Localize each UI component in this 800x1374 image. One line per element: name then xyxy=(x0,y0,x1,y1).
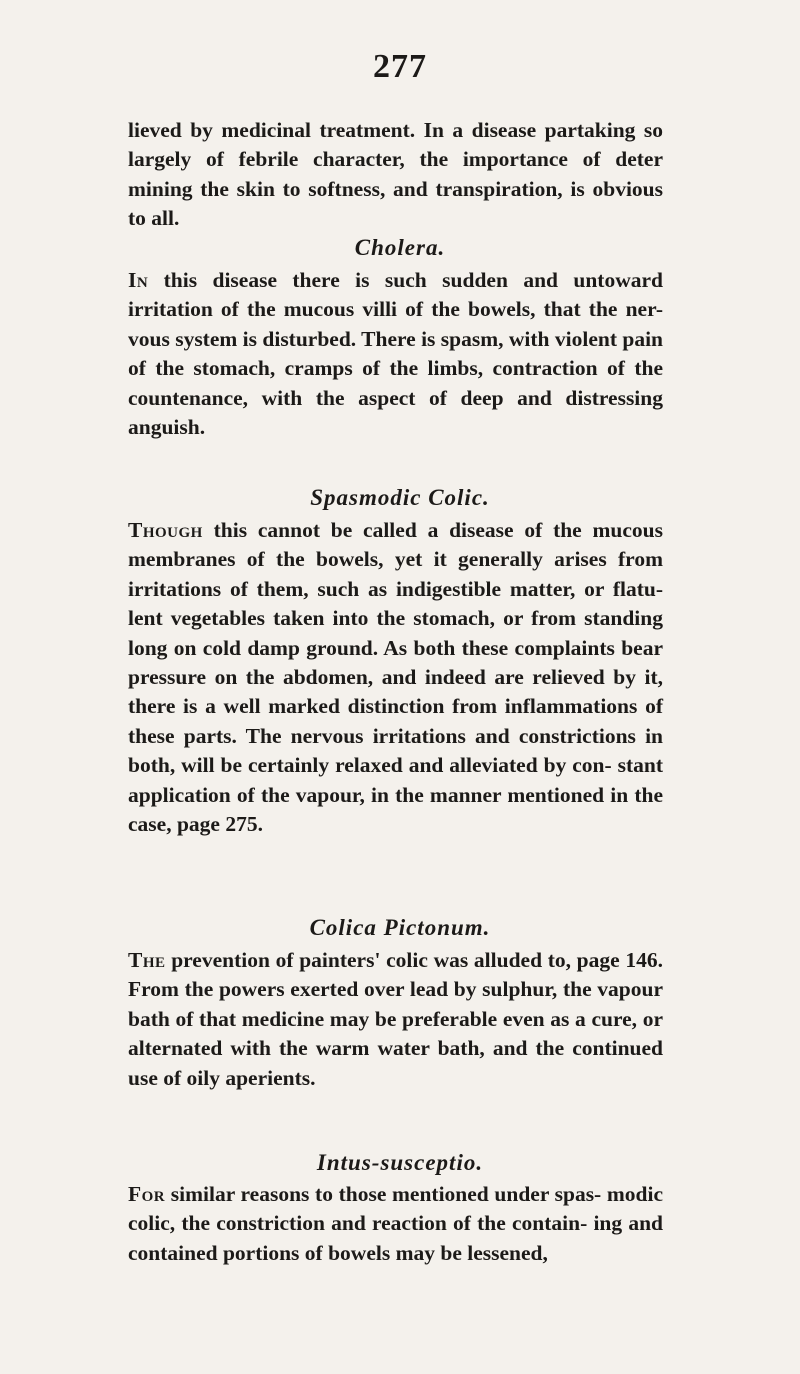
paragraph-spasmodic-colic xyxy=(128,516,663,839)
heading-intus-susceptio: Intus-susceptio. xyxy=(316,1150,484,1175)
paragraph-intro: lieved by medicinal treatment. In a disease partaking so largely of febrile character, the importance of deter mining the skin to softness, and transpiration, is obvious to all. xyxy=(128,118,663,231)
paragraph-cholera-text: this disease there is such sudden and untoward irritation of the mucous villi of the bowels, that the ner- vous system is disturbed. There is spasm, with violent pain of the stomach, cramps of the limbs, contraction of the countenance, with the aspect of deep and distressing anguish. xyxy=(128,268,664,440)
paragraph-colica-text: prevention of painters' colic was alluded to, page 146. From the powers exerted over lead by sulphur, the vapour bath of that medicine may be preferable even as a cure, or alternated with the warm water bath, and the continued use of oily aperients. xyxy=(128,948,663,1090)
paragraph-spasmodic-text: this cannot be called a disease of the mucous membranes of the bowels, yet it generally arises from irritations of them, such as indigestible matter, or flatu- lent vegetables taken into the stomach, or from standing long on cold damp ground. As both these complaints bear pressure on the abdomen, and indeed are relieved by it, there is a well marked distinction from inflammations of these parts. The nervous irritations and constrictions in both, will be certainly relaxed and alleviated by con- stant application of the vapour, in the manner mentioned in the case, page 275. xyxy=(128,518,663,837)
paragraph-intus-susceptio xyxy=(128,1180,663,1268)
paragraph-cholera xyxy=(128,266,663,442)
lead-word-intus: For xyxy=(128,1182,166,1206)
paragraph-intus-text: similar reasons to those mentioned under spas- modic colic, the constriction and reaction of the contain- ing and contained portions of bowels may be lessened, xyxy=(128,1182,663,1265)
lead-word-colica: The xyxy=(128,948,166,972)
lead-word-cholera: In xyxy=(128,268,149,292)
page-number: 277 xyxy=(373,48,427,85)
paragraph-colica-pictonum xyxy=(128,946,663,1093)
heading-cholera: Cholera. xyxy=(354,235,446,260)
heading-colica-pictonum: Colica Pictonum. xyxy=(309,915,491,940)
lead-word-spasmodic: Though xyxy=(128,518,203,542)
heading-spasmodic-colic: Spasmodic Colic. xyxy=(310,485,490,510)
